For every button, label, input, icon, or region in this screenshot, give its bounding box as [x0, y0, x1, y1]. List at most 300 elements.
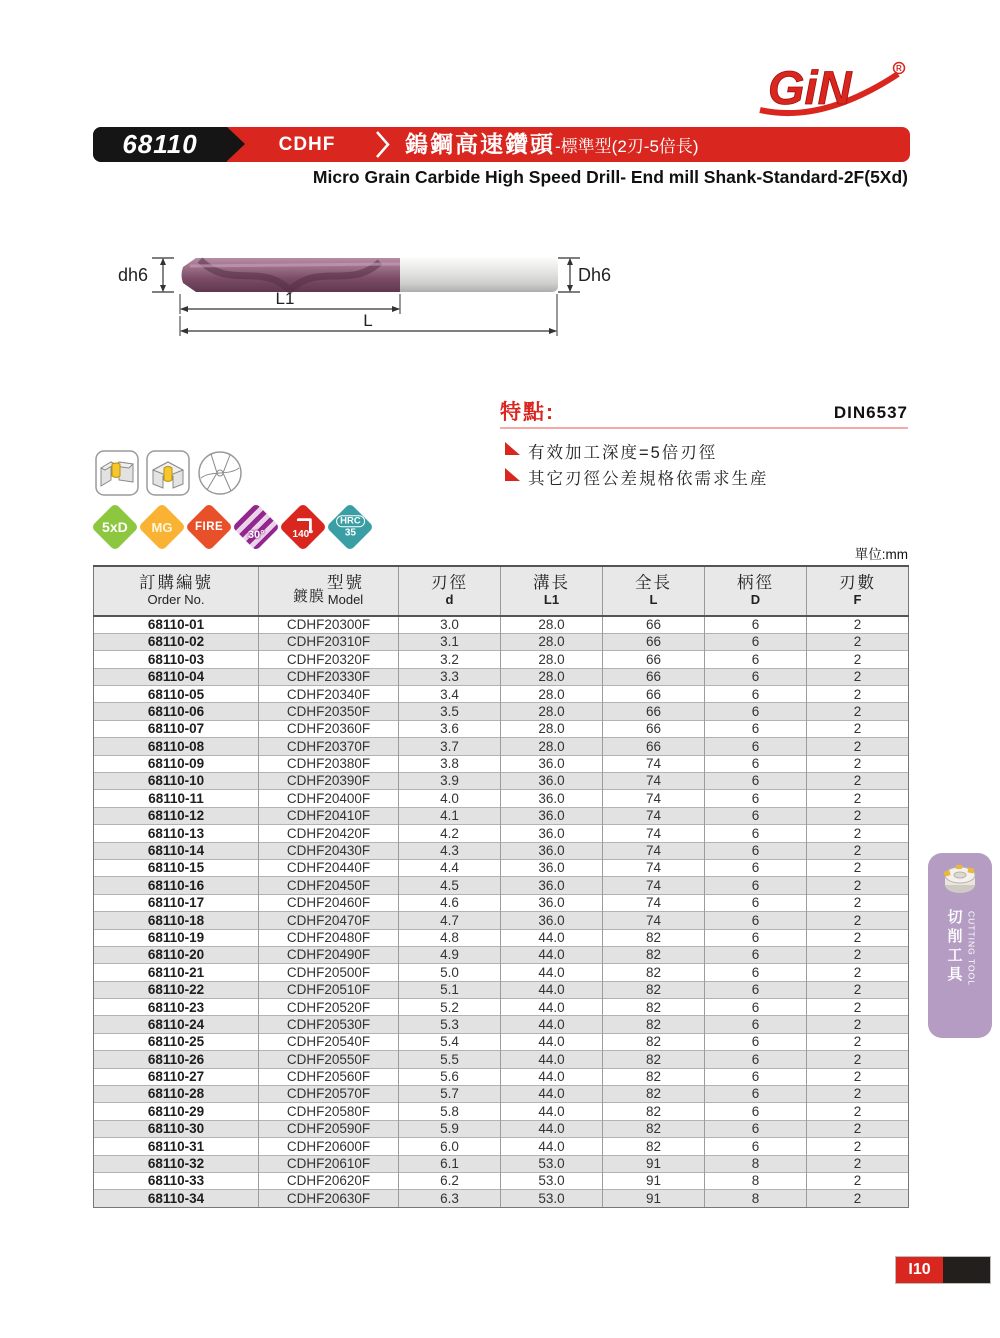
badge-point-140	[279, 503, 327, 551]
slot-drilling-icon	[146, 450, 190, 496]
cell: 82	[603, 1051, 705, 1068]
cell: 28.0	[501, 720, 603, 737]
cell: 5.0	[399, 964, 501, 981]
table-row	[94, 1103, 909, 1120]
cell: CDHF20450F	[259, 877, 399, 894]
cell: 68110-07	[94, 720, 259, 737]
table-row	[94, 1068, 909, 1085]
product-title-cn-main: 鎢鋼高速鑽頭	[405, 131, 555, 157]
cell: 2	[807, 668, 909, 685]
cell: 3.1	[399, 633, 501, 650]
cell: 36.0	[501, 859, 603, 876]
cell: 4.4	[399, 859, 501, 876]
cell: 44.0	[501, 1120, 603, 1137]
side-milling-icon	[95, 450, 139, 496]
cell: 74	[603, 790, 705, 807]
cell: CDHF20380F	[259, 755, 399, 772]
cell: 44.0	[501, 1068, 603, 1085]
cell: 6	[705, 1138, 807, 1155]
cell: 68110-06	[94, 703, 259, 720]
cell: 91	[603, 1155, 705, 1172]
table-row	[94, 1138, 909, 1155]
cell: 66	[603, 633, 705, 650]
badge-label: 30°	[247, 528, 265, 541]
header-en: Model	[327, 592, 364, 608]
cell: 28.0	[501, 686, 603, 703]
cell: 2	[807, 877, 909, 894]
cell: 2	[807, 946, 909, 963]
cell: 82	[603, 964, 705, 981]
table-row	[94, 912, 909, 929]
badge-label: 140°	[292, 528, 314, 540]
cell: 44.0	[501, 946, 603, 963]
table-row	[94, 859, 909, 876]
svg-text:R: R	[896, 64, 902, 73]
table-row	[94, 894, 909, 911]
cell: 66	[603, 720, 705, 737]
table-row	[94, 1086, 909, 1103]
cell: 6	[705, 807, 807, 824]
spec-table-body	[94, 616, 909, 1207]
cell: 4.5	[399, 877, 501, 894]
cell: CDHF20570F	[259, 1086, 399, 1103]
cell: 82	[603, 999, 705, 1016]
col-overall-length	[603, 566, 705, 616]
cell: 82	[603, 1033, 705, 1050]
header-en: D	[750, 592, 761, 608]
cell: 53.0	[501, 1173, 603, 1190]
col-diameter	[399, 566, 501, 616]
cell: CDHF20480F	[259, 929, 399, 946]
badge-5xd	[91, 503, 139, 551]
unit-label: 單位:mm	[854, 547, 908, 562]
cell: 68110-19	[94, 929, 259, 946]
cell: 2	[807, 981, 909, 998]
cell: 5.8	[399, 1103, 501, 1120]
cell: 2	[807, 1016, 909, 1033]
cell: 6	[705, 738, 807, 755]
features-underline	[500, 427, 908, 429]
cell: 36.0	[501, 773, 603, 790]
label-L1: L1	[275, 289, 295, 308]
cell: CDHF20550F	[259, 1051, 399, 1068]
header-cn: 溝長	[533, 574, 570, 593]
cell: 82	[603, 1068, 705, 1085]
spec-table	[93, 565, 909, 1208]
col-model	[259, 566, 399, 616]
cell: 68110-08	[94, 738, 259, 755]
cell: CDHF20360F	[259, 720, 399, 737]
cell: 68110-11	[94, 790, 259, 807]
col-flute-length	[501, 566, 603, 616]
cell: 2	[807, 1138, 909, 1155]
cell: CDHF20490F	[259, 946, 399, 963]
cell: 68110-01	[94, 616, 259, 633]
page-number-badge	[895, 1256, 991, 1284]
header-banner	[93, 127, 910, 162]
table-row	[94, 877, 909, 894]
cell: 5.1	[399, 981, 501, 998]
cell: CDHF20350F	[259, 703, 399, 720]
triangle-bullet-icon	[505, 468, 520, 481]
cell: 68110-13	[94, 825, 259, 842]
cell: 44.0	[501, 1086, 603, 1103]
cell: CDHF20340F	[259, 686, 399, 703]
cell: 36.0	[501, 912, 603, 929]
table-row	[94, 1173, 909, 1190]
gin-logo	[752, 58, 910, 122]
cell: 82	[603, 1086, 705, 1103]
table-row	[94, 1033, 909, 1050]
page-badge-bar	[943, 1257, 990, 1283]
cell: 68110-28	[94, 1086, 259, 1103]
cell: 74	[603, 773, 705, 790]
cell: 4.8	[399, 929, 501, 946]
cell: 6	[705, 633, 807, 650]
cell: 68110-27	[94, 1068, 259, 1085]
cell: 6	[705, 877, 807, 894]
cell: 74	[603, 877, 705, 894]
cell: 36.0	[501, 807, 603, 824]
spec-badges	[98, 510, 367, 544]
cell: 44.0	[501, 1103, 603, 1120]
feature-text: 有效加工深度=5倍刃徑	[528, 444, 718, 462]
page-number: I10	[896, 1257, 943, 1283]
cell: 6	[705, 773, 807, 790]
cell: 68110-25	[94, 1033, 259, 1050]
cell: 3.7	[399, 738, 501, 755]
cell: 2	[807, 1033, 909, 1050]
cell: CDHF20320F	[259, 651, 399, 668]
cell: 4.0	[399, 790, 501, 807]
cell: 2	[807, 1068, 909, 1085]
header-en: Order No.	[147, 592, 205, 608]
cell: 44.0	[501, 981, 603, 998]
cell: CDHF20620F	[259, 1173, 399, 1190]
cell: 2	[807, 1103, 909, 1120]
cell: 8	[705, 1173, 807, 1190]
cell: 68110-09	[94, 755, 259, 772]
cell: 6	[705, 825, 807, 842]
cell: CDHF20630F	[259, 1190, 399, 1207]
cell: 6	[705, 1016, 807, 1033]
table-row	[94, 668, 909, 685]
cell: 2	[807, 1120, 909, 1137]
cell: 68110-21	[94, 964, 259, 981]
cell: 6	[705, 1033, 807, 1050]
cell: 68110-31	[94, 1138, 259, 1155]
badge-hrc-value: 35	[344, 527, 356, 539]
product-title-cn-suffix: -標準型(2刃-5倍長)	[555, 137, 699, 156]
cell: 2	[807, 859, 909, 876]
label-L: L	[363, 311, 373, 330]
cell: 68110-02	[94, 633, 259, 650]
header-en: L1	[543, 592, 560, 608]
cell: 68110-23	[94, 999, 259, 1016]
cell: 6	[705, 842, 807, 859]
cell: 2	[807, 999, 909, 1016]
cell: 82	[603, 1103, 705, 1120]
table-row	[94, 999, 909, 1016]
header-cn: 型號	[327, 574, 364, 593]
cell: CDHF20500F	[259, 964, 399, 981]
cell: CDHF20590F	[259, 1120, 399, 1137]
table-row	[94, 686, 909, 703]
din-standard: DIN6537	[833, 403, 908, 422]
cell: 5.2	[399, 999, 501, 1016]
cell: 2	[807, 686, 909, 703]
cell: CDHF20600F	[259, 1138, 399, 1155]
cell: CDHF20510F	[259, 981, 399, 998]
cell: 82	[603, 1016, 705, 1033]
spec-table-header	[94, 566, 909, 616]
label-Dh6: Dh6	[578, 265, 612, 285]
cell: 53.0	[501, 1155, 603, 1172]
cell: 36.0	[501, 755, 603, 772]
cell: 44.0	[501, 1051, 603, 1068]
cell: 2	[807, 703, 909, 720]
table-row	[94, 1190, 909, 1207]
cell: 2	[807, 1155, 909, 1172]
header-en: L	[649, 592, 658, 608]
cell: 6	[705, 929, 807, 946]
cell: 6	[705, 1051, 807, 1068]
cell: 6	[705, 651, 807, 668]
cell: 6	[705, 668, 807, 685]
table-row	[94, 842, 909, 859]
gin-logo-graphic	[752, 58, 910, 122]
header-en: F	[853, 592, 862, 608]
feature-text: 其它刃徑公差規格依需求生産	[528, 470, 769, 488]
cell: 68110-10	[94, 773, 259, 790]
cell: 68110-15	[94, 859, 259, 876]
cell: 2	[807, 1190, 909, 1207]
cell: CDHF20580F	[259, 1103, 399, 1120]
badge-helix-30	[232, 503, 280, 551]
cell: 68110-30	[94, 1120, 259, 1137]
cell: 28.0	[501, 651, 603, 668]
cell: 6	[705, 964, 807, 981]
cell: 2	[807, 1086, 909, 1103]
cell: 66	[603, 616, 705, 633]
cell: 3.2	[399, 651, 501, 668]
cell: 6	[705, 616, 807, 633]
cell: 68110-22	[94, 981, 259, 998]
cell: 91	[603, 1173, 705, 1190]
cell: 44.0	[501, 1138, 603, 1155]
cell: 28.0	[501, 668, 603, 685]
cell: 28.0	[501, 703, 603, 720]
cell: 6	[705, 1086, 807, 1103]
cell: 74	[603, 912, 705, 929]
cell: 5.5	[399, 1051, 501, 1068]
cell: CDHF20390F	[259, 773, 399, 790]
cell: CDHF20430F	[259, 842, 399, 859]
triangle-bullet-icon	[505, 442, 520, 455]
table-row	[94, 1120, 909, 1137]
cell: 4.7	[399, 912, 501, 929]
cell: 5.4	[399, 1033, 501, 1050]
cell: 3.4	[399, 686, 501, 703]
cell: 6	[705, 686, 807, 703]
cell: 44.0	[501, 929, 603, 946]
cell: 74	[603, 807, 705, 824]
drill-point-icon	[197, 450, 243, 496]
cell: 44.0	[501, 1033, 603, 1050]
badge-label: 5xD	[102, 519, 128, 535]
cell: 74	[603, 894, 705, 911]
cell: 68110-05	[94, 686, 259, 703]
cell: CDHF20540F	[259, 1033, 399, 1050]
cell: CDHF20400F	[259, 790, 399, 807]
table-row	[94, 738, 909, 755]
feature-item	[505, 465, 769, 489]
table-row	[94, 633, 909, 650]
header-cn: 全長	[635, 574, 672, 593]
badge-mg	[138, 503, 186, 551]
cell: 68110-24	[94, 1016, 259, 1033]
badge-hrc-35	[326, 503, 374, 551]
table-row	[94, 825, 909, 842]
cell: 74	[603, 859, 705, 876]
cell: 6	[705, 999, 807, 1016]
cell: 82	[603, 1138, 705, 1155]
header-cn: 刃數	[839, 574, 876, 593]
cell: 3.6	[399, 720, 501, 737]
cell: 66	[603, 651, 705, 668]
product-title-en: Micro Grain Carbide High Speed Drill- End mill Shank-Standard-2F(5Xd)	[312, 167, 908, 187]
table-row	[94, 1051, 909, 1068]
cell: 6	[705, 720, 807, 737]
header-en: d	[445, 592, 454, 608]
cell: 4.3	[399, 842, 501, 859]
badge-hrc-text: HRC	[336, 515, 365, 527]
cell: 6	[705, 1120, 807, 1137]
cell: 2	[807, 755, 909, 772]
product-code: 68110	[122, 129, 198, 159]
cell: 4.2	[399, 825, 501, 842]
category-tab-cutting-tool	[928, 853, 992, 1038]
cell: 68110-12	[94, 807, 259, 824]
table-row	[94, 1016, 909, 1033]
cell: 5.3	[399, 1016, 501, 1033]
table-row	[94, 790, 909, 807]
cell: 82	[603, 1120, 705, 1137]
cell: 74	[603, 825, 705, 842]
cell: CDHF20610F	[259, 1155, 399, 1172]
cell: 6.2	[399, 1173, 501, 1190]
table-row	[94, 929, 909, 946]
cell: 28.0	[501, 633, 603, 650]
cell: 36.0	[501, 842, 603, 859]
cell: 6	[705, 946, 807, 963]
label-dh6: dh6	[117, 265, 148, 285]
cell: 2	[807, 842, 909, 859]
cell: CDHF20300F	[259, 616, 399, 633]
cell: 66	[603, 738, 705, 755]
cell: 2	[807, 1051, 909, 1068]
header-cn: 柄徑	[737, 574, 774, 593]
cell: CDHF20370F	[259, 738, 399, 755]
col-shank-diameter	[705, 566, 807, 616]
cell: 82	[603, 981, 705, 998]
cell: 44.0	[501, 999, 603, 1016]
milling-cutter-icon	[940, 863, 980, 899]
cell: 6	[705, 894, 807, 911]
cell: CDHF20470F	[259, 912, 399, 929]
cell: 4.1	[399, 807, 501, 824]
cell: 66	[603, 686, 705, 703]
application-icons	[95, 450, 243, 496]
badge-label: MG	[151, 519, 173, 535]
cell: CDHF20460F	[259, 894, 399, 911]
cell: 8	[705, 1155, 807, 1172]
table-row	[94, 616, 909, 633]
table-row	[94, 720, 909, 737]
table-row	[94, 981, 909, 998]
cell: 3.9	[399, 773, 501, 790]
header-prefix: 鍍膜	[292, 587, 325, 605]
cell: 66	[603, 703, 705, 720]
cell: 8	[705, 1190, 807, 1207]
cell: 3.8	[399, 755, 501, 772]
table-row	[94, 964, 909, 981]
badge-label: FIRE	[194, 520, 224, 533]
cell: 5.9	[399, 1120, 501, 1137]
cell: 91	[603, 1190, 705, 1207]
badge-fire	[185, 503, 233, 551]
cell: 36.0	[501, 894, 603, 911]
cell: 6	[705, 790, 807, 807]
cell: 3.3	[399, 668, 501, 685]
cell: 68110-34	[94, 1190, 259, 1207]
table-row	[94, 703, 909, 720]
cell: 6	[705, 981, 807, 998]
cell: 3.5	[399, 703, 501, 720]
cell: CDHF20330F	[259, 668, 399, 685]
category-label-en: CUTTING TOOL	[966, 911, 977, 986]
cell: 5.6	[399, 1068, 501, 1085]
cell: 2	[807, 825, 909, 842]
drill-diagram	[100, 246, 620, 351]
cell: CDHF20440F	[259, 859, 399, 876]
drill-shank-section	[400, 258, 558, 292]
series-code: CDHF	[278, 134, 336, 155]
cell: 74	[603, 842, 705, 859]
cell: 44.0	[501, 1016, 603, 1033]
cell: 68110-03	[94, 651, 259, 668]
cell: 28.0	[501, 738, 603, 755]
cell: 6	[705, 703, 807, 720]
cell: 36.0	[501, 877, 603, 894]
cell: 2	[807, 894, 909, 911]
cell: 5.7	[399, 1086, 501, 1103]
cell: CDHF20560F	[259, 1068, 399, 1085]
table-row	[94, 755, 909, 772]
header-cn: 刃徑	[431, 574, 468, 593]
cell: 82	[603, 946, 705, 963]
cell: CDHF20410F	[259, 807, 399, 824]
cell: 68110-16	[94, 877, 259, 894]
cell: 68110-14	[94, 842, 259, 859]
cell: 6.0	[399, 1138, 501, 1155]
product-code-tab	[93, 127, 227, 162]
cell: 68110-29	[94, 1103, 259, 1120]
cell: 68110-32	[94, 1155, 259, 1172]
cell: 68110-18	[94, 912, 259, 929]
table-row	[94, 773, 909, 790]
cell: 6	[705, 859, 807, 876]
